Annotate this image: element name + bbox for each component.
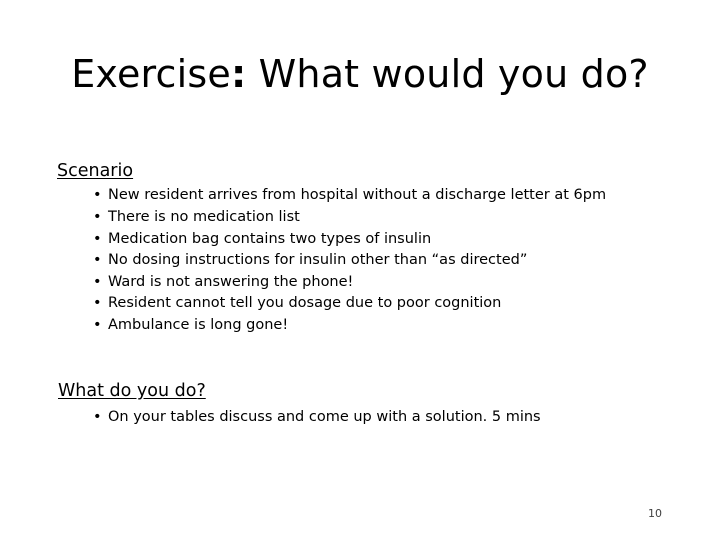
scenario-bullet-list [90,186,635,336]
scenario-bullet-text: New resident arrives from hospital without a discharge letter at 6pm [108,187,607,203]
scenario-bullet-item [90,315,635,337]
scenario-bullet-item [90,207,635,229]
scenario-bullet-text: Ambulance is long gone! [108,316,289,333]
bullet-icon: • [93,295,102,311]
scenario-bullet-text: Resident cannot tell you dosage due to poor cognition [108,295,502,311]
scenario-heading: Scenario [57,161,134,181]
slide-title-part2: What would you do? [246,52,649,96]
slide-title-colon: : [230,52,247,96]
scenario-bullet-item [90,272,635,294]
bullet-icon: • [93,273,102,290]
scenario-bullet-item [90,293,635,315]
what-to-do-bullet-text: On your tables discuss and come up with a solution. 5 mins [108,409,541,425]
scenario-bullet-text: No dosing instructions for insulin other than “as directed” [108,252,528,268]
slide-page-number: 10 [648,507,662,520]
scenario-bullet-item [90,186,635,204]
scenario-bullet-text: There is no medication list [108,209,300,225]
what-to-do-heading: What do you do? [58,381,206,401]
what-to-do-bullet-list [90,407,650,429]
bullet-icon: • [93,409,102,425]
bullet-icon: • [93,252,102,268]
bullet-icon: • [93,230,102,247]
scenario-bullet-text: Ward is not answering the phone! [108,273,354,290]
what-to-do-bullet-item [90,407,650,429]
scenario-bullet-item [90,250,635,272]
bullet-icon: • [93,209,102,225]
scenario-bullet-text: Medication bag contains two types of insulin [108,230,432,247]
bullet-icon: • [93,316,102,333]
scenario-bullet-item [90,229,635,251]
bullet-icon: • [93,187,102,203]
slide-title-part1: Exercise [71,52,231,96]
slide-title [0,52,720,98]
